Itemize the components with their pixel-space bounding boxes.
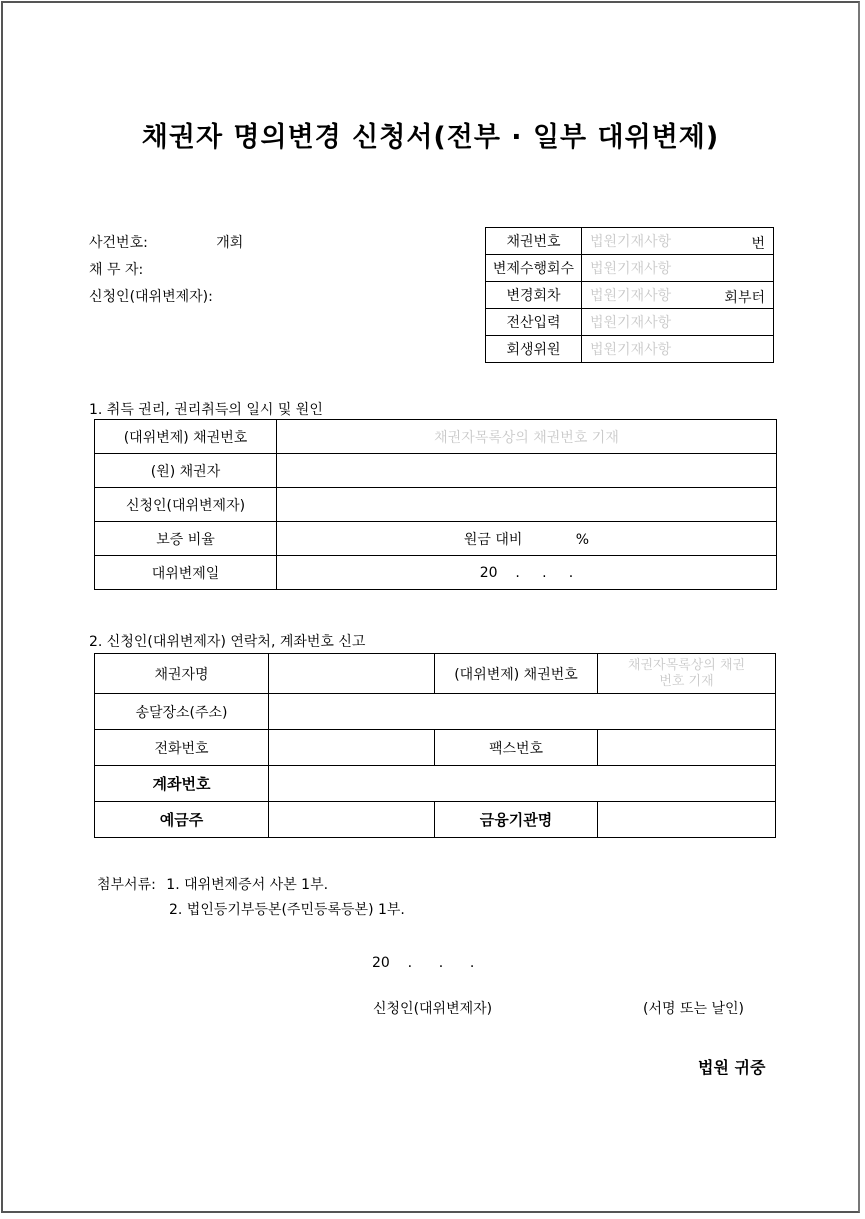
table-row: [95, 766, 776, 802]
table-row: [95, 730, 776, 766]
bank-field[interactable]: [598, 802, 776, 838]
rights-label: (대위변제) 채권번호: [95, 420, 277, 454]
bank-label: 금융기관명: [435, 802, 598, 838]
status-row: [486, 282, 774, 309]
status-value-field[interactable]: [582, 255, 774, 282]
application-date: 20 . . .: [372, 955, 475, 971]
status-label: 회생위원: [486, 336, 582, 363]
table-row: [95, 694, 776, 730]
attachments-label: 첨부서류:: [97, 877, 156, 893]
applicant-line: 신청인(대위변제자):: [89, 289, 213, 305]
table-row: [95, 654, 776, 694]
status-value-field[interactable]: [582, 336, 774, 363]
case-number-label: 사건번호:: [89, 235, 148, 251]
table-row: [95, 522, 777, 556]
status-label: 채권번호: [486, 228, 582, 255]
status-suffix: 회부터: [724, 290, 765, 306]
address-label: 송달장소(주소): [95, 694, 269, 730]
address-field[interactable]: [269, 694, 776, 730]
table-row: [95, 556, 777, 590]
rights-value-field[interactable]: 원금 대비 %: [277, 522, 777, 556]
rights-table: [94, 419, 777, 590]
rights-value-field[interactable]: 20 . . .: [277, 556, 777, 590]
status-row: [486, 255, 774, 282]
status-row: [486, 309, 774, 336]
rights-value-field[interactable]: 채권자목록상의 채권번호 기재: [277, 420, 777, 454]
status-value-field[interactable]: [582, 282, 774, 309]
table-row: [95, 802, 776, 838]
document-page: [1, 1, 860, 1213]
status-placeholder: 법원기재사항: [590, 315, 672, 331]
status-placeholder: 법원기재사항: [590, 234, 672, 250]
table-row: [95, 454, 777, 488]
holder-label: 예금주: [95, 802, 269, 838]
status-suffix: 번: [751, 236, 765, 252]
phone-field[interactable]: [269, 730, 435, 766]
status-row: [486, 336, 774, 363]
account-label: 계좌번호: [95, 766, 269, 802]
subrogation-number-field[interactable]: 채권자목록상의 채권번호 기재: [598, 654, 776, 694]
rights-value-field[interactable]: [277, 488, 777, 522]
signature-applicant: 신청인(대위변제자): [373, 1001, 493, 1017]
case-number-suffix: 개회: [216, 235, 244, 251]
contact-table: [94, 653, 776, 838]
status-value-field[interactable]: [582, 228, 774, 255]
attachment-item-2: 2. 법인등기부등본(주민등록등본) 1부.: [169, 902, 405, 918]
status-label: 전산입력: [486, 309, 582, 336]
table-row: [95, 420, 777, 454]
holder-field[interactable]: [269, 802, 435, 838]
status-placeholder: 법원기재사항: [590, 288, 672, 304]
rights-label: 보증 비율: [95, 522, 277, 556]
attachments-line1: [97, 874, 328, 894]
rights-label: 대위변제일: [95, 556, 277, 590]
account-field[interactable]: [269, 766, 776, 802]
creditor-name-label: 채권자명: [95, 654, 269, 694]
rights-label: (원) 채권자: [95, 454, 277, 488]
addressee: 법원 귀중: [698, 1058, 766, 1077]
fax-field[interactable]: [598, 730, 776, 766]
case-number-line: [89, 232, 243, 252]
section1-heading: 1. 취득 권리, 권리취득의 일시 및 원인: [89, 402, 323, 418]
status-placeholder: 법원기재사항: [590, 261, 672, 277]
document-title: 채권자 명의변경 신청서(전부 · 일부 대위변제): [141, 122, 720, 153]
status-value-field[interactable]: [582, 309, 774, 336]
status-placeholder: 법원기재사항: [590, 342, 672, 358]
table-row: [95, 488, 777, 522]
rights-value-field[interactable]: [277, 454, 777, 488]
rights-label: 신청인(대위변제자): [95, 488, 277, 522]
phone-label: 전화번호: [95, 730, 269, 766]
attachment-item-1: 1. 대위변제증서 사본 1부.: [166, 877, 329, 893]
debtor-line: 채 무 자:: [89, 262, 144, 278]
fax-label: 팩스번호: [435, 730, 598, 766]
status-row: [486, 228, 774, 255]
status-label: 변경회차: [486, 282, 582, 309]
court-status-table: [485, 227, 774, 363]
status-label: 변제수행회수: [486, 255, 582, 282]
section2-heading: 2. 신청인(대위변제자) 연락처, 계좌번호 신고: [89, 634, 366, 650]
subrogation-number-label: (대위변제) 채권번호: [435, 654, 598, 694]
signature-hint: (서명 또는 날인): [643, 1001, 744, 1017]
creditor-name-field[interactable]: [269, 654, 435, 694]
